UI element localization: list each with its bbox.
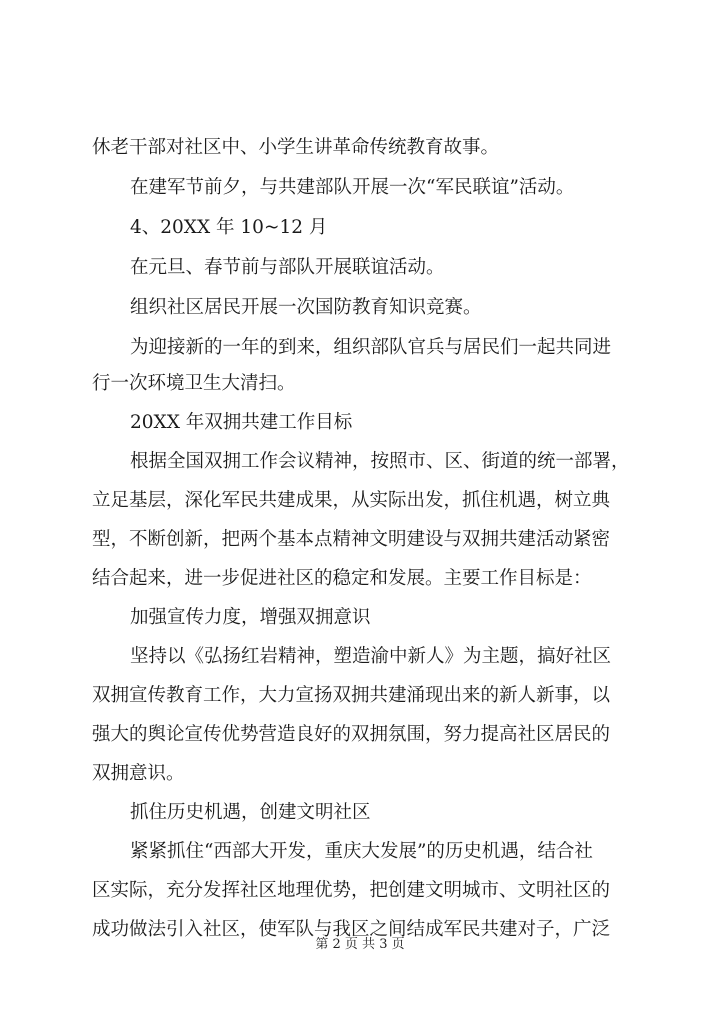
text-line-2: 在建军节前夕，与共建部队开展一次“军民联谊”活动。	[130, 177, 575, 198]
text-line-19: 紧紧抓住“西部大开发，重庆大发展”的历史机遇，结合社	[130, 841, 593, 862]
text-line-6: 为迎接新的一年的到来，组织部队官兵与居民们一起共同进	[130, 337, 612, 358]
text-line-17: 双拥意识。	[92, 763, 185, 784]
text-line-21: 成功做法引入社区，使军队与我区之间结成军民共建对子，广泛	[92, 919, 611, 940]
text-line-15: 双拥宣传教育工作，大力宣扬双拥共建涌现出来的新人新事，以	[92, 685, 611, 706]
text-line-10: 立足基层，深化军民共建成果，从实际出发，抓住机遇，树立典	[92, 490, 611, 511]
text-line-13: 加强宣传力度，增强双拥意识	[130, 607, 371, 628]
text-line-12: 结合起来，进一步促进社区的稳定和发展。主要工作目标是：	[92, 568, 592, 589]
text-line-20: 区实际，充分发挥社区地理优势，把创建文明城市、文明社区的	[92, 880, 611, 901]
text-line-4: 在元旦、春节前与部队开展联谊活动。	[130, 257, 445, 278]
text-line-5: 组织社区居民开展一次国防教育知识竞赛。	[130, 297, 482, 318]
text-line-18: 抓住历史机遇，创建文明社区	[130, 802, 371, 823]
text-line-16: 强大的舆论宣传优势营造良好的双拥氛围，努力提高社区居民的	[92, 724, 611, 745]
text-line-7: 行一次环境卫生大清扫。	[92, 373, 296, 394]
text-line-14: 坚持以《弘扬红岩精神，塑造渝中新人》为主题，搞好社区	[130, 646, 612, 667]
text-line-11: 型，不断创新，把两个基本点精神文明建设与双拥共建活动紧密	[92, 529, 611, 550]
text-line-1: 休老干部对社区中、小学生讲革命传统教育故事。	[92, 137, 500, 158]
text-line-3: 4、20XX 年 10~12 月	[130, 217, 328, 238]
text-line-9: 根据全国双拥工作会议精神，按照市、区、街道的统一部署，	[130, 451, 630, 472]
text-line-8: 20XX 年双拥共建工作目标	[130, 412, 353, 433]
page-footer: 第 2 页 共 3 页	[315, 937, 405, 952]
